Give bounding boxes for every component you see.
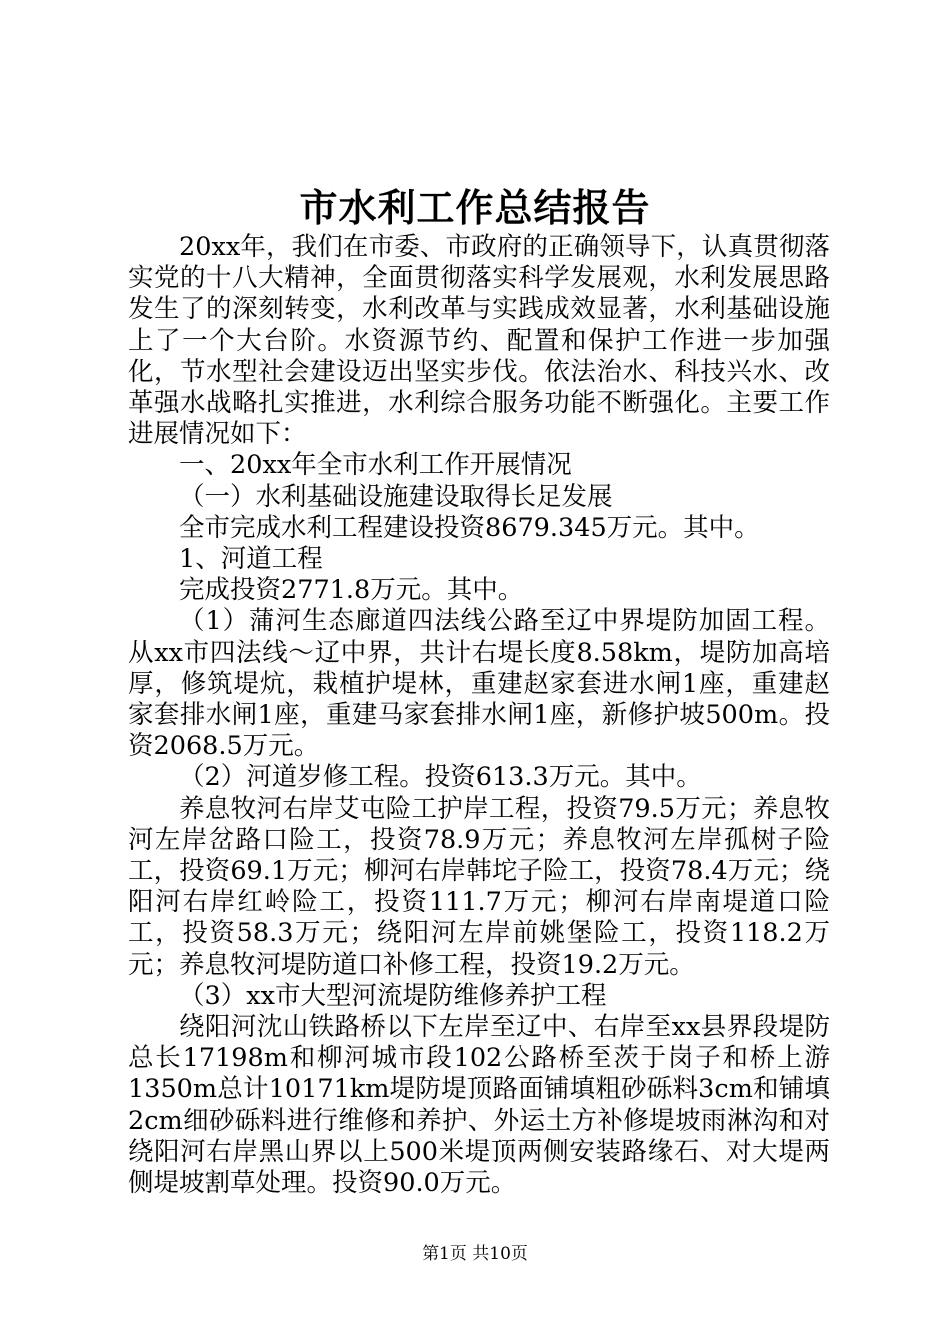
paragraph-item-2: （2）河道岁修工程。投资613.3万元。其中。	[179, 762, 702, 793]
page-footer: 第1页 共10页	[422, 1244, 528, 1264]
paragraph-intro: 20xx年，我们在市委、市政府的正确领导下，认真贯彻落实党的十八大精神，全面贯彻落实科学发展观，水利发展思路发生了的深刻转变，水利改革与实践成效显著，水利基础设施上了一个大台阶。水资源节约、配置和保护工作进一步加强化，节水型社会建设迈出坚实步伐。依法治水、科技兴水、改革强水战略扎实推进，水利综合服务功能不断强化。主要工作进展情况如下：	[128, 232, 830, 450]
paragraph-total-investment: 全市完成水利工程建设投资8679.345万元。其中。	[179, 512, 760, 543]
document-body	[128, 232, 830, 1199]
paragraph-item-3: （3）xx市大型河流堤防维修养护工程	[179, 980, 607, 1011]
section-heading-1: 一、20xx年全市水利工作开展情况	[179, 450, 572, 481]
paragraph-river-investment: 完成投资2771.8万元。其中。	[179, 575, 524, 606]
paragraph-item-2-details: 养息牧河右岸艾屯险工护岸工程，投资79.5万元；养息牧河左岸岔路口险工，投资78.9万元；养息牧河左岸孤树子险工，投资69.1万元；柳河右岸韩坨子险工，投资78.4万元；绕阳河右岸红岭险工，投资111.7万元；柳河右岸南堤道口险工，投资58.3万元；绕阳河左岸前姚堡险工，投资118.2万元；养息牧河堤防道口补修工程，投资19.2万元。	[128, 793, 830, 980]
paragraph-item-3-details: 绕阳河沈山铁路桥以下左岸至辽中、右岸至xx县界段堤防总长17198m和柳河城市段102公路桥至茨于岗子和桥上游1350m总计10171km堤防堤顶路面铺填粗砂砾料3cm和铺填2cm细砂砾料进行维修和养护、外运土方补修堤坡雨淋沟和对绕阳河右岸黑山界以上500米堤顶两侧安装路缘石、对大堤两侧堤坡割草处理。投资90.0万元。	[128, 1012, 830, 1199]
paragraph-item-1: （1）蒲河生态廊道四法线公路至辽中界堤防加固工程。从xx市四法线～辽中界，共计右堤长度8.58km，堤防加高培厚，修筑堤炕，栽植护堤林，重建赵家套进水闸1座，重建赵家套排水闸1座，重建马家套排水闸1座，新修护坡500m。投资2068.5万元。	[128, 606, 830, 762]
item-heading-river-works: 1、河道工程	[179, 544, 323, 575]
document-title: 市水利工作总结报告	[299, 185, 651, 230]
subsection-heading-1: （一）水利基础设施建设取得长足发展	[179, 481, 613, 512]
